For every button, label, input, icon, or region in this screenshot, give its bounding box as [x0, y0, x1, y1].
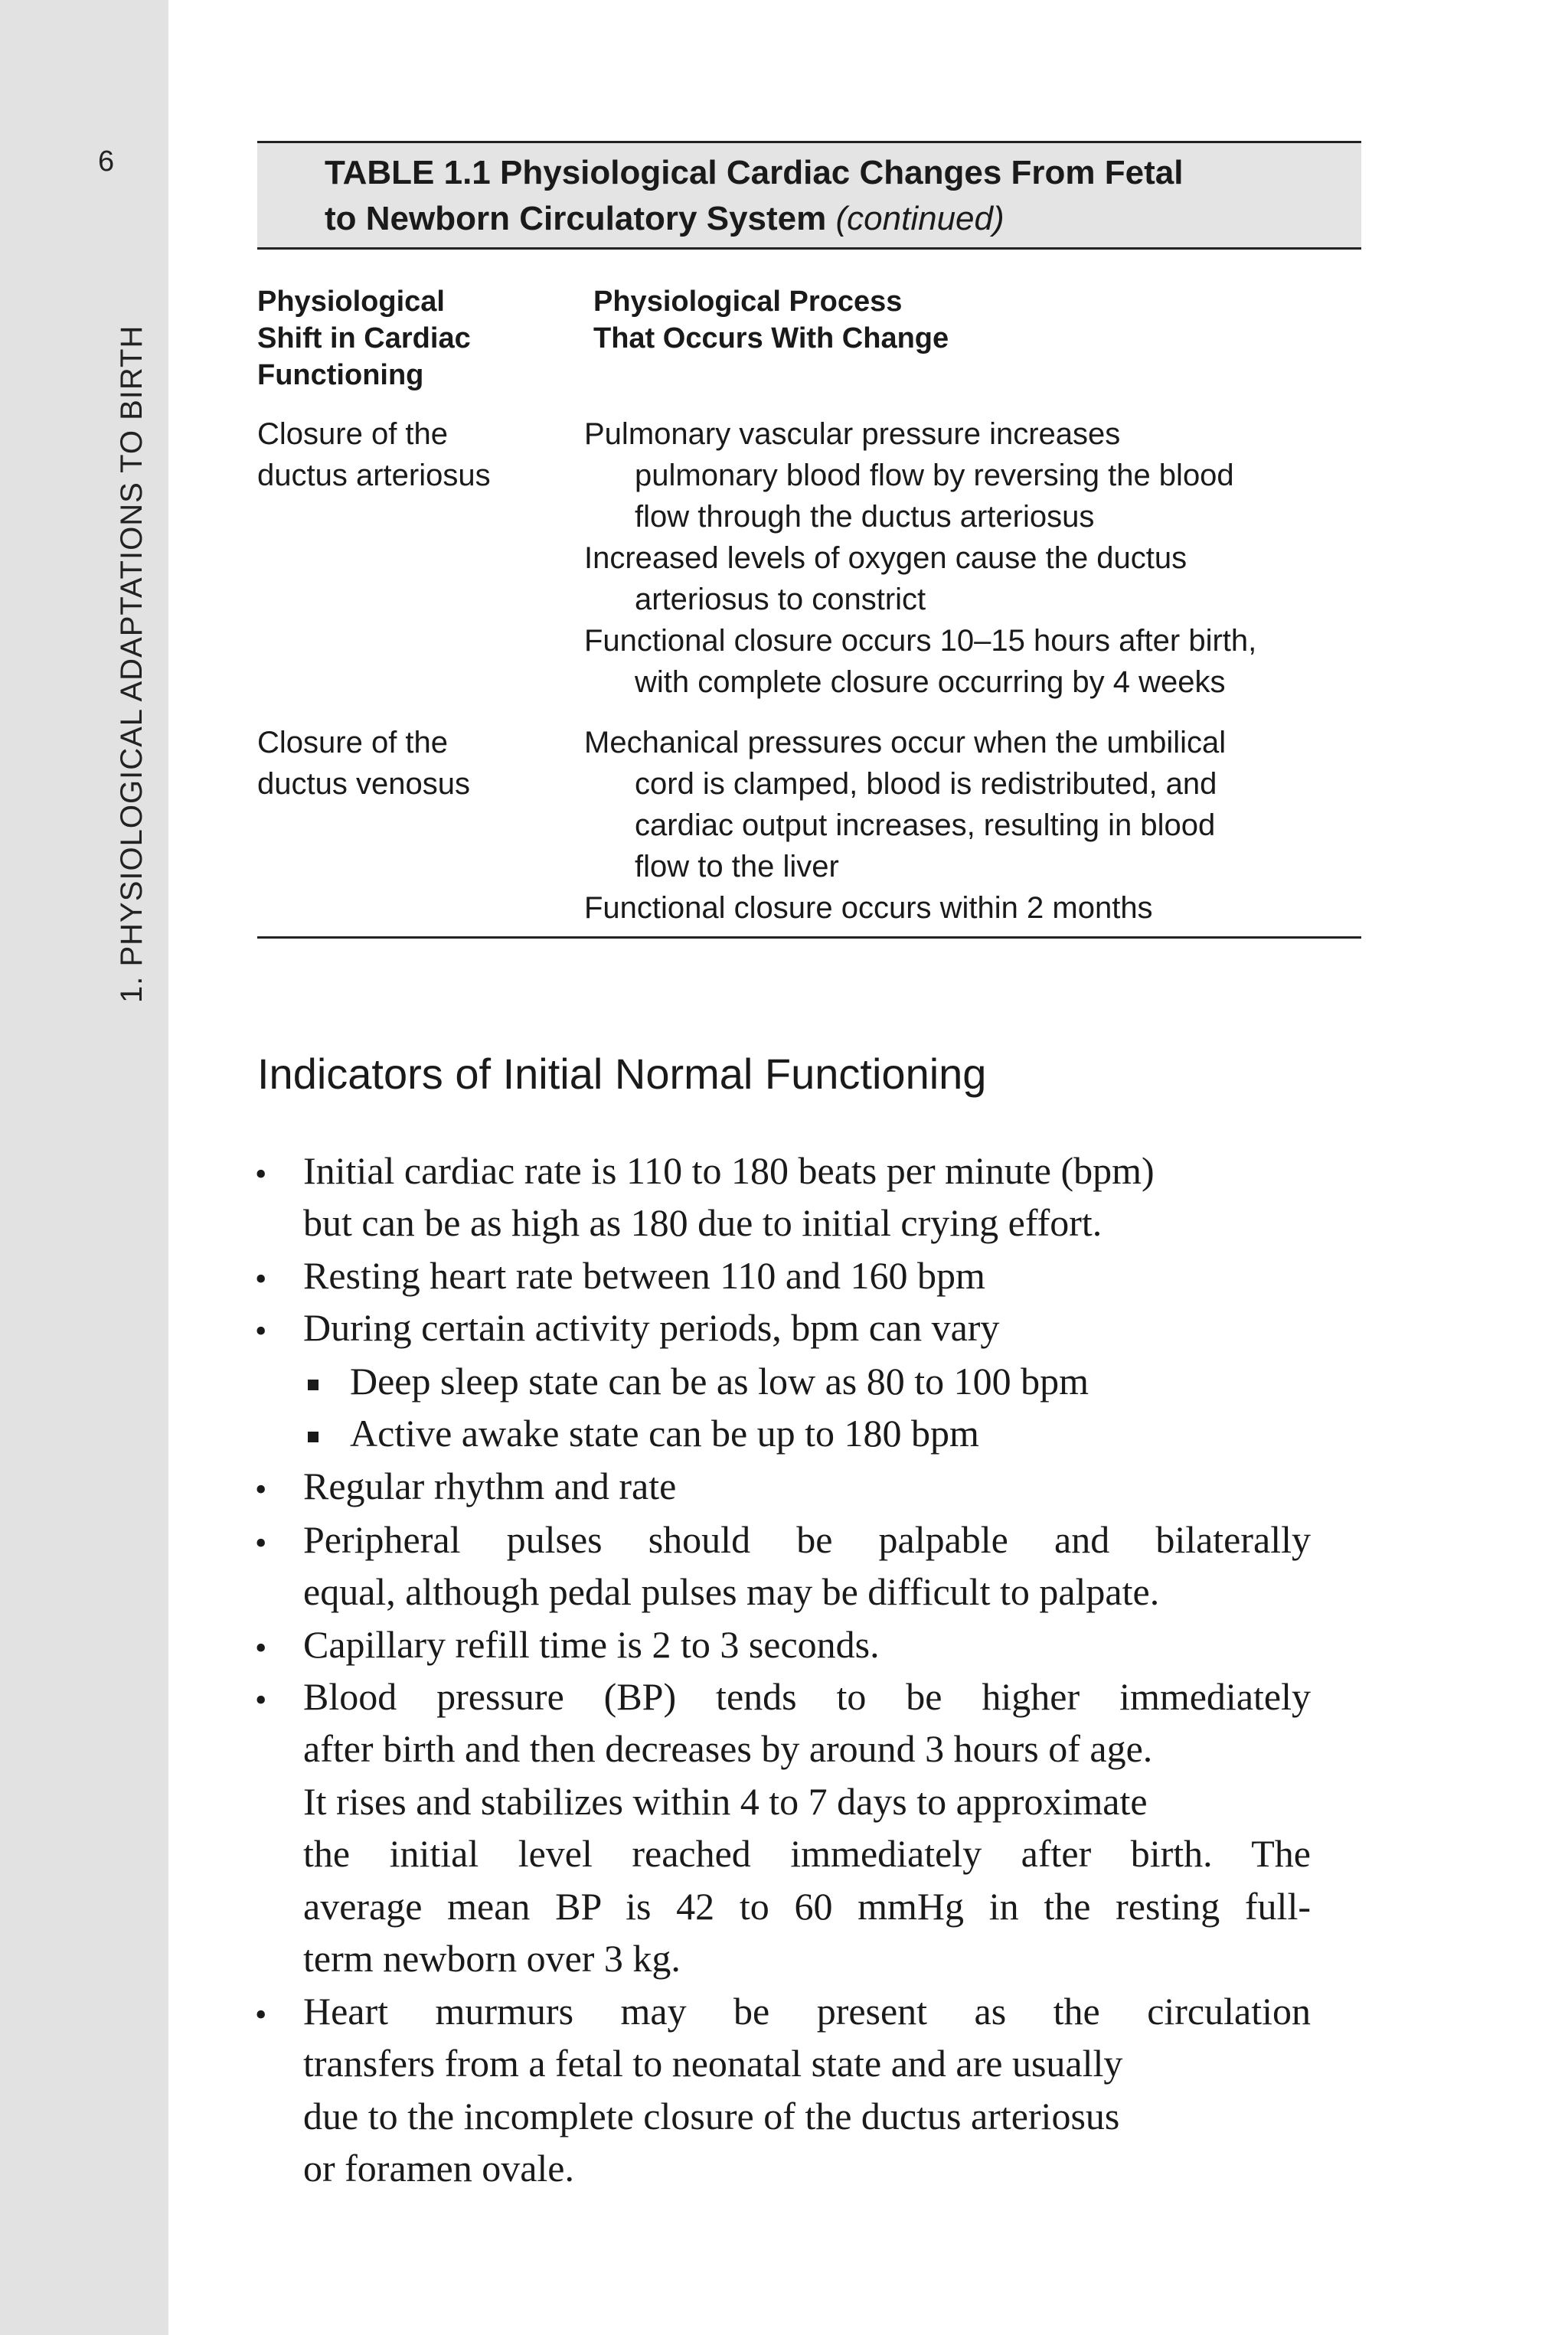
table-cell-line: ductus arteriosus	[257, 459, 491, 492]
running-head: 1. PHYSIOLOGICAL ADAPTATIONS TO BIRTH	[115, 325, 149, 1003]
bullet-line: Deep sleep state can be as low as 80 to 100 bpm	[350, 1360, 1089, 1403]
bullet-line: average mean BP is 42 to 60 mmHg in the resting full-	[303, 1885, 1311, 1928]
bullet-line: equal, although pedal pulses may be difficult to palpate.	[303, 1570, 1160, 1613]
bullet-line: due to the incomplete closure of the ductus arteriosus	[303, 2095, 1120, 2137]
column-header-shift-line: Physiological	[257, 286, 445, 318]
table-caption-line-1: TABLE 1.1 Physiological Cardiac Changes From Fetal	[325, 154, 1184, 191]
bullet-line: Initial cardiac rate is 110 to 180 beats per minute (bpm)	[303, 1149, 1155, 1192]
bullet-line: Resting heart rate between 110 and 160 bpm	[303, 1254, 985, 1297]
table-row-2-shift	[257, 722, 470, 805]
section-heading: Indicators of Initial Normal Functioning	[257, 1050, 987, 1098]
page-number: 6	[98, 145, 115, 178]
bullet-line: Active awake state can be up to 180 bpm	[350, 1412, 979, 1455]
bullet-dot: •	[255, 1312, 267, 1350]
bullet-line: Heart murmurs may be present as the circulation	[303, 1990, 1311, 2033]
bullet-dot: •	[255, 1629, 267, 1667]
bullet-line: but can be as high as 180 due to initial crying effort.	[303, 1201, 1102, 1244]
table-caption	[257, 141, 1361, 250]
square-bullet	[308, 1432, 318, 1442]
bullet-line: transfers from a fetal to neonatal state and are usually	[303, 2042, 1123, 2085]
table-row-1-process	[584, 413, 1256, 703]
table-row-1-shift	[257, 413, 491, 496]
bullet-line: the initial level reached immediately after birth. The	[303, 1832, 1311, 1875]
bullet-line: after birth and then decreases by around 3 hours of age.	[303, 1727, 1153, 1770]
table-cell-line: pulmonary blood flow by reversing the blood	[635, 459, 1234, 492]
table-cell-line: cardiac output increases, resulting in blood	[635, 808, 1216, 842]
bullet-line: Blood pressure (BP) tends to be higher immediately	[303, 1675, 1311, 1718]
column-header-shift	[257, 283, 471, 394]
table-cell-line: Mechanical pressures occur when the umbilical	[584, 726, 1227, 759]
bullet-line: or foramen ovale.	[303, 2147, 575, 2190]
column-header-process-line: That Occurs With Change	[593, 322, 949, 354]
bullet-dot: •	[255, 1155, 267, 1193]
bullet-line: term newborn over 3 kg.	[303, 1937, 681, 1980]
square-bullet	[308, 1380, 318, 1390]
table-cell-line: Functional closure occurs within 2 months	[584, 891, 1153, 925]
table-cell-line: Pulmonary vascular pressure increases	[584, 417, 1121, 451]
table-cell-line: with complete closure occurring by 4 weeks	[635, 665, 1226, 699]
bullet-dot: •	[255, 1996, 267, 2033]
bullet-line: Capillary refill time is 2 to 3 seconds.	[303, 1623, 880, 1666]
bullet-line: Regular rhythm and rate	[303, 1465, 677, 1507]
bullet-dot: •	[255, 1260, 267, 1298]
table-caption-continued: (continued)	[835, 200, 1004, 237]
table-cell-line: Increased levels of oxygen cause the ductus	[584, 541, 1187, 575]
bullet-line: It rises and stabilizes within 4 to 7 days to approximate	[303, 1780, 1148, 1823]
table-cell-line: flow to the liver	[635, 850, 839, 883]
bullet-dot: •	[255, 1681, 267, 1719]
table-caption-title: to Newborn Circulatory System	[325, 200, 827, 237]
bullet-dot: •	[255, 1471, 267, 1508]
bullet-line: During certain activity periods, bpm can vary	[303, 1306, 1000, 1349]
bullet-dot: •	[255, 1524, 267, 1562]
column-header-process-line: Physiological Process	[593, 286, 903, 318]
bullet-line: Peripheral pulses should be palpable and bilaterally	[303, 1518, 1311, 1561]
table-cell-line: Functional closure occurs 10–15 hours after birth,	[584, 624, 1257, 658]
column-header-shift-line: Functioning	[257, 359, 424, 391]
table-cell-line: cord is clamped, blood is redistributed, and	[635, 767, 1217, 801]
table-cell-line: flow through the ductus arteriosus	[635, 500, 1095, 534]
column-header-process	[593, 283, 949, 357]
table-bottom-rule	[257, 936, 1361, 939]
table-cell-line: ductus venosus	[257, 767, 470, 801]
column-header-shift-line: Shift in Cardiac	[257, 322, 471, 354]
table-cell-line: arteriosus to constrict	[635, 583, 926, 616]
table-cell-line: Closure of the	[257, 417, 449, 451]
table-cell-line: Closure of the	[257, 726, 449, 759]
table-caption-line-2	[325, 200, 1004, 238]
table-row-2-process	[584, 722, 1226, 929]
